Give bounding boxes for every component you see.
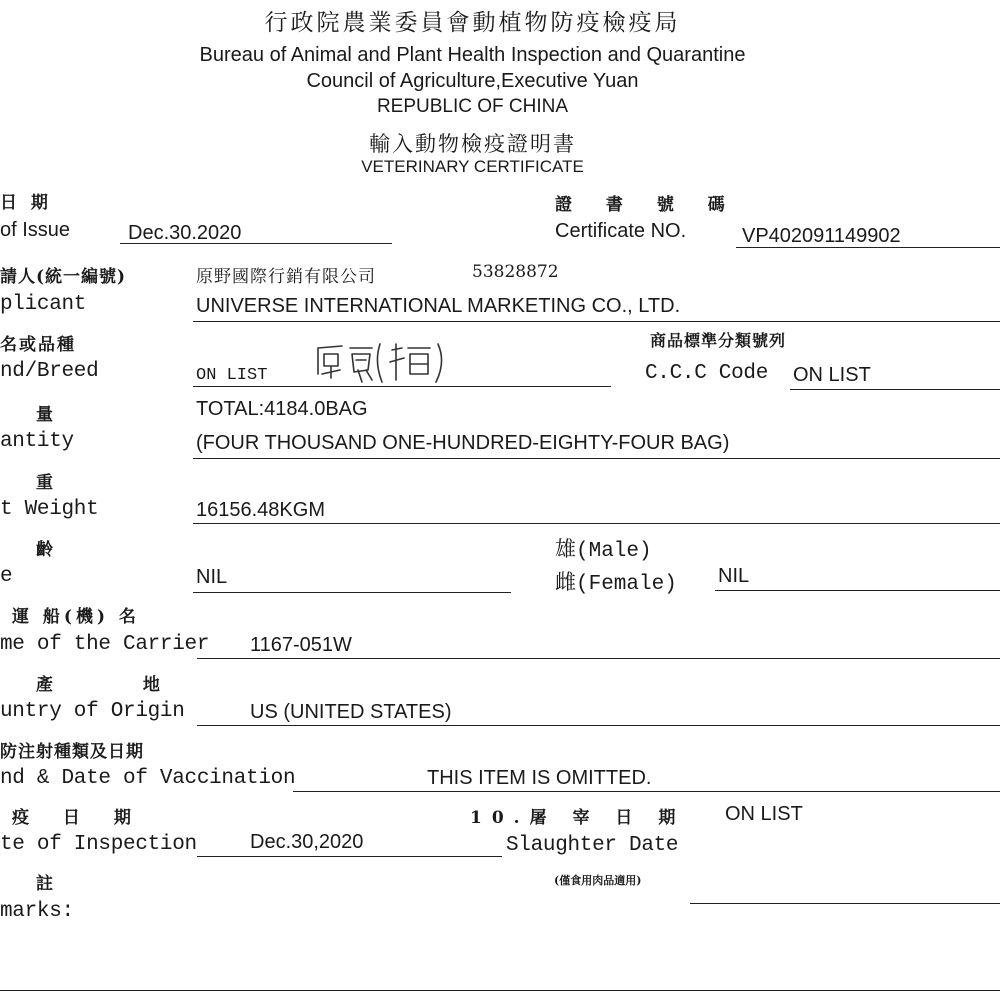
brand-label-cn: 名或品種 — [0, 335, 76, 355]
bottom-rule — [0, 990, 1000, 991]
sex-value: NIL — [718, 565, 750, 587]
handwritten-annotation-icon — [312, 340, 472, 386]
certificate-number: VP402091149902 — [742, 225, 901, 247]
origin-label: untry of Origin — [0, 700, 185, 723]
agency-name-chinese: 行政院農業委員會動植物防疫檢疫局 — [264, 10, 681, 36]
applicant-name-cn: 原野國際行銷有限公司 — [196, 267, 376, 287]
document-title-english: VETERINARY CERTIFICATE — [361, 157, 584, 176]
quantity-words: (FOUR THOUSAND ONE-HUNDRED-EIGHTY-FOUR BAG) — [196, 432, 730, 454]
sex-female-label: 雌(Female) — [555, 573, 677, 596]
age-value: NIL — [196, 566, 228, 588]
origin-value: US (UNITED STATES) — [250, 701, 452, 723]
certificate-rule — [736, 247, 1000, 248]
ccc-value: ON LIST — [793, 364, 871, 386]
age-label-cn: 齡 — [36, 540, 57, 560]
quantity-label: antity — [0, 430, 74, 453]
remarks-label: marks: — [0, 900, 74, 923]
slaughter-value: ON LIST — [725, 803, 803, 825]
quantity-label-cn: 量 — [36, 405, 57, 425]
council-name: Council of Agriculture,Executive Yuan — [306, 70, 639, 92]
slaughter-note: (僅食用肉品適用) — [554, 874, 642, 887]
vaccination-rule — [293, 791, 1000, 792]
applicant-name: UNIVERSE INTERNATIONAL MARKETING CO., LTD. — [196, 295, 681, 317]
remarks-rule — [690, 903, 1000, 904]
ccc-label-cn: 商品標準分類號列 — [650, 331, 787, 350]
inspection-rule — [197, 856, 502, 857]
quantity-rule — [193, 458, 1000, 459]
applicant-label-cn: 請人(統一編號) — [0, 267, 127, 287]
document-title-chinese: 輸入動物檢疫證明書 — [369, 132, 576, 156]
slaughter-label: Slaughter Date — [506, 834, 679, 857]
origin-label-cn: 產 地 — [36, 675, 202, 695]
remarks-label-cn: 註 — [36, 874, 57, 894]
issue-date-value: Dec.30.2020 — [128, 222, 242, 244]
inspection-value: Dec.30,2020 — [250, 831, 364, 853]
ccc-rule — [790, 389, 1000, 390]
ccc-label: C.C.C Code — [645, 362, 769, 385]
brand-value: ON LIST — [196, 366, 268, 385]
origin-rule — [197, 725, 1000, 726]
slaughter-label-cn: 10.屠 宰 日 期 — [470, 808, 686, 828]
age-label: e — [0, 565, 13, 588]
weight-label: t Weight — [0, 498, 99, 521]
applicant-rule — [193, 321, 1000, 322]
vaccination-value: THIS ITEM IS OMITTED. — [427, 767, 652, 789]
applicant-label: plicant — [0, 293, 87, 316]
issue-date-label: of Issue — [0, 219, 71, 241]
weight-rule — [193, 523, 1000, 524]
carrier-label-cn: 運 船(機) 名 — [12, 607, 140, 627]
certificate-label-cn: 證 書 號 碼 — [555, 195, 739, 215]
age-rule — [193, 592, 511, 593]
carrier-value: 1167-051W — [250, 634, 352, 656]
carrier-rule — [197, 658, 1000, 659]
vaccination-label: nd & Date of Vaccination — [0, 767, 296, 790]
sex-rule — [715, 590, 1000, 591]
sex-male-label: 雄(Male) — [555, 540, 652, 563]
inspection-label-cn: 疫 日 期 — [12, 808, 145, 828]
applicant-tax-id: 53828872 — [472, 262, 559, 282]
weight-label-cn: 重 — [36, 473, 57, 493]
inspection-label: te of Inspection — [0, 833, 197, 856]
issue-date-rule — [120, 243, 392, 244]
brand-rule — [193, 386, 611, 387]
agency-name-english: Bureau of Animal and Plant Health Inspection and Quarantine — [199, 44, 746, 66]
quantity-value: TOTAL:4184.0BAG — [196, 398, 368, 420]
brand-label: nd/Breed — [0, 360, 99, 383]
vaccination-label-cn: 防注射種類及日期 — [0, 742, 144, 762]
country-name: REPUBLIC OF CHINA — [376, 96, 569, 117]
certificate-label: Certificate NO. — [555, 220, 687, 242]
carrier-label: me of the Carrier — [0, 633, 210, 656]
weight-value: 16156.48KGM — [196, 499, 325, 521]
issue-date-label-cn: 日 期 — [0, 193, 52, 213]
